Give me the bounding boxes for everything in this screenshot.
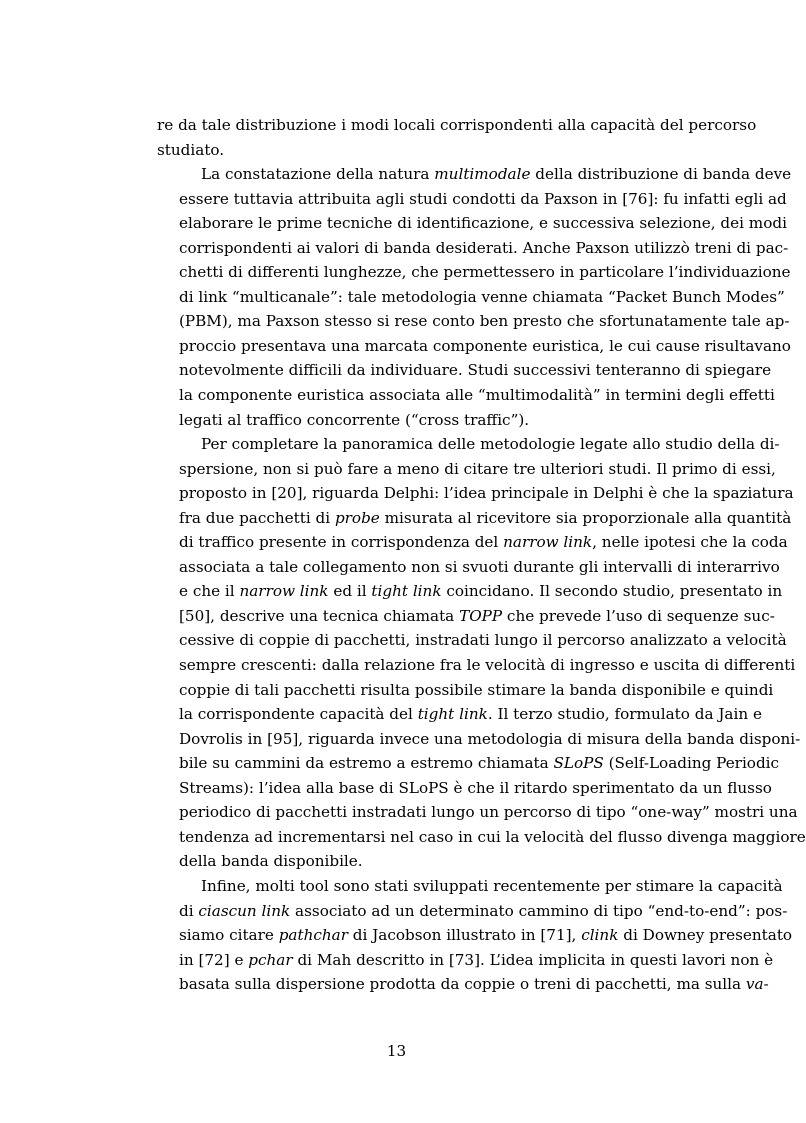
text-line: la corrispondente capacità del tight link. Il terzo studio, formulato da Jain e <box>179 705 762 724</box>
emphasis: tight link <box>371 582 442 601</box>
text-line: elaborare le prime tecniche di identificazione, e successiva selezione, dei modi <box>179 214 787 233</box>
text-line: essere tuttavia attribuita agli studi condotti da Paxson in [76]: fu infatti egli ad <box>179 189 787 208</box>
text-line: cessive di coppie di pacchetti, instradati lungo il percorso analizzato a velocità <box>179 631 787 650</box>
emphasis: ciascun link <box>198 901 291 920</box>
text-line: re da tale distribuzione i modi locali corrispondenti alla capacità del percorso <box>157 116 757 134</box>
text-line: sempre crescenti: dalla relazione fra le velocità di ingresso e uscita di differenti <box>179 656 796 675</box>
text-line: Infine, molti tool sono stati sviluppati recentemente per stimare la capacità <box>201 876 783 895</box>
text-line: La constatazione della natura multimodale della distribuzione di banda deve <box>201 165 792 184</box>
text-line: Streams): l’idea alla base di SLoPS è che il ritardo sperimentato da un flusso <box>179 778 772 797</box>
emphasis: va- <box>745 975 769 994</box>
text-line: della banda disponibile. <box>179 852 363 871</box>
text-line: proccio presentava una marcata componente euristica, le cui cause risultavano <box>179 336 791 355</box>
text-line: la componente euristica associata alle “multimodalità” in termini degli effetti <box>179 386 775 405</box>
page-number: 13 <box>386 1042 407 1060</box>
paragraph <box>157 432 806 874</box>
text-line: tendenza ad incrementarsi nel caso in cui la velocità del flusso divenga maggiore <box>179 827 806 846</box>
text-line: periodico di pacchetti instradati lungo un percorso di tipo “one-way” mostri una <box>179 803 798 822</box>
text-line: di link “multicanale”: tale metodologia venne chiamata “Packet Bunch Modes” <box>179 287 785 306</box>
text-line: di traffico presente in corrispondenza del narrow link, nelle ipotesi che la coda <box>179 533 788 552</box>
emphasis: probe <box>334 508 380 527</box>
emphasis: narrow link <box>239 582 329 601</box>
text-line: in [72] e pchar di Mah descritto in [73]. L’idea implicita in questi lavori non è <box>179 950 774 969</box>
text-line: siamo citare pathchar di Jacobson illustrato in [71], clink di Downey presentato <box>179 926 793 945</box>
emphasis: multimodale <box>434 165 531 184</box>
text-line: Per completare la panoramica delle metodologie legate allo studio della di- <box>201 435 780 454</box>
paragraph <box>157 874 793 997</box>
text-line: proposto in [20], riguarda Delphi: l’idea principale in Delphi è che la spaziatura <box>179 484 794 503</box>
text-line: associata a tale collegamento non si svuoti durante gli intervalli di interarrivo <box>179 557 780 576</box>
text-line: chetti di differenti lunghezze, che permettessero in particolare l’individuazione <box>179 263 791 282</box>
text-line: spersione, non si può fare a meno di citare tre ulteriori studi. Il primo di essi, <box>179 459 776 478</box>
paragraph <box>157 113 757 162</box>
emphasis: clink <box>581 926 619 945</box>
text-line: fra due pacchetti di probe misurata al ricevitore sia proporzionale alla quantità <box>179 508 792 527</box>
emphasis: tight link <box>417 705 488 724</box>
page-body <box>157 113 806 997</box>
text-line: legati al traffico concorrente (“cross traffic”). <box>179 410 530 429</box>
emphasis: narrow link <box>503 533 593 552</box>
emphasis: TOPP <box>459 606 503 625</box>
text-line: bile su cammini da estremo a estremo chiamata SLoPS (Self-Loading Periodic <box>179 754 780 773</box>
text-line: corrispondenti ai valori di banda desiderati. Anche Paxson utilizzò treni di pac- <box>179 238 789 257</box>
text-line: notevolmente difficili da individuare. Studi successivi tenteranno di spiegare <box>179 361 772 380</box>
text-line: Dovrolis in [95], riguarda invece una metodologia di misura della banda disponi- <box>179 729 801 748</box>
paragraph <box>157 162 792 432</box>
text-line: di ciascun link associato ad un determinato cammino di tipo “end-to-end”: pos- <box>179 901 788 920</box>
text-line: e che il narrow link ed il tight link coincidano. Il secondo studio, presentato in <box>179 582 783 601</box>
text-line: basata sulla dispersione prodotta da coppie o treni di pacchetti, ma sulla va- <box>179 975 769 994</box>
text-line: (PBM), ma Paxson stesso si rese conto ben presto che sfortunatamente tale ap- <box>179 312 790 331</box>
emphasis: pchar <box>248 950 293 969</box>
text-line: studiato. <box>157 140 225 159</box>
emphasis: SLoPS <box>553 754 604 773</box>
text-line: [50], descrive una tecnica chiamata TOPP che prevede l’uso di sequenze suc- <box>179 606 775 625</box>
text-line: coppie di tali pacchetti risulta possibile stimare la banda disponibile e quindi <box>179 680 774 699</box>
emphasis: pathchar <box>278 926 348 945</box>
